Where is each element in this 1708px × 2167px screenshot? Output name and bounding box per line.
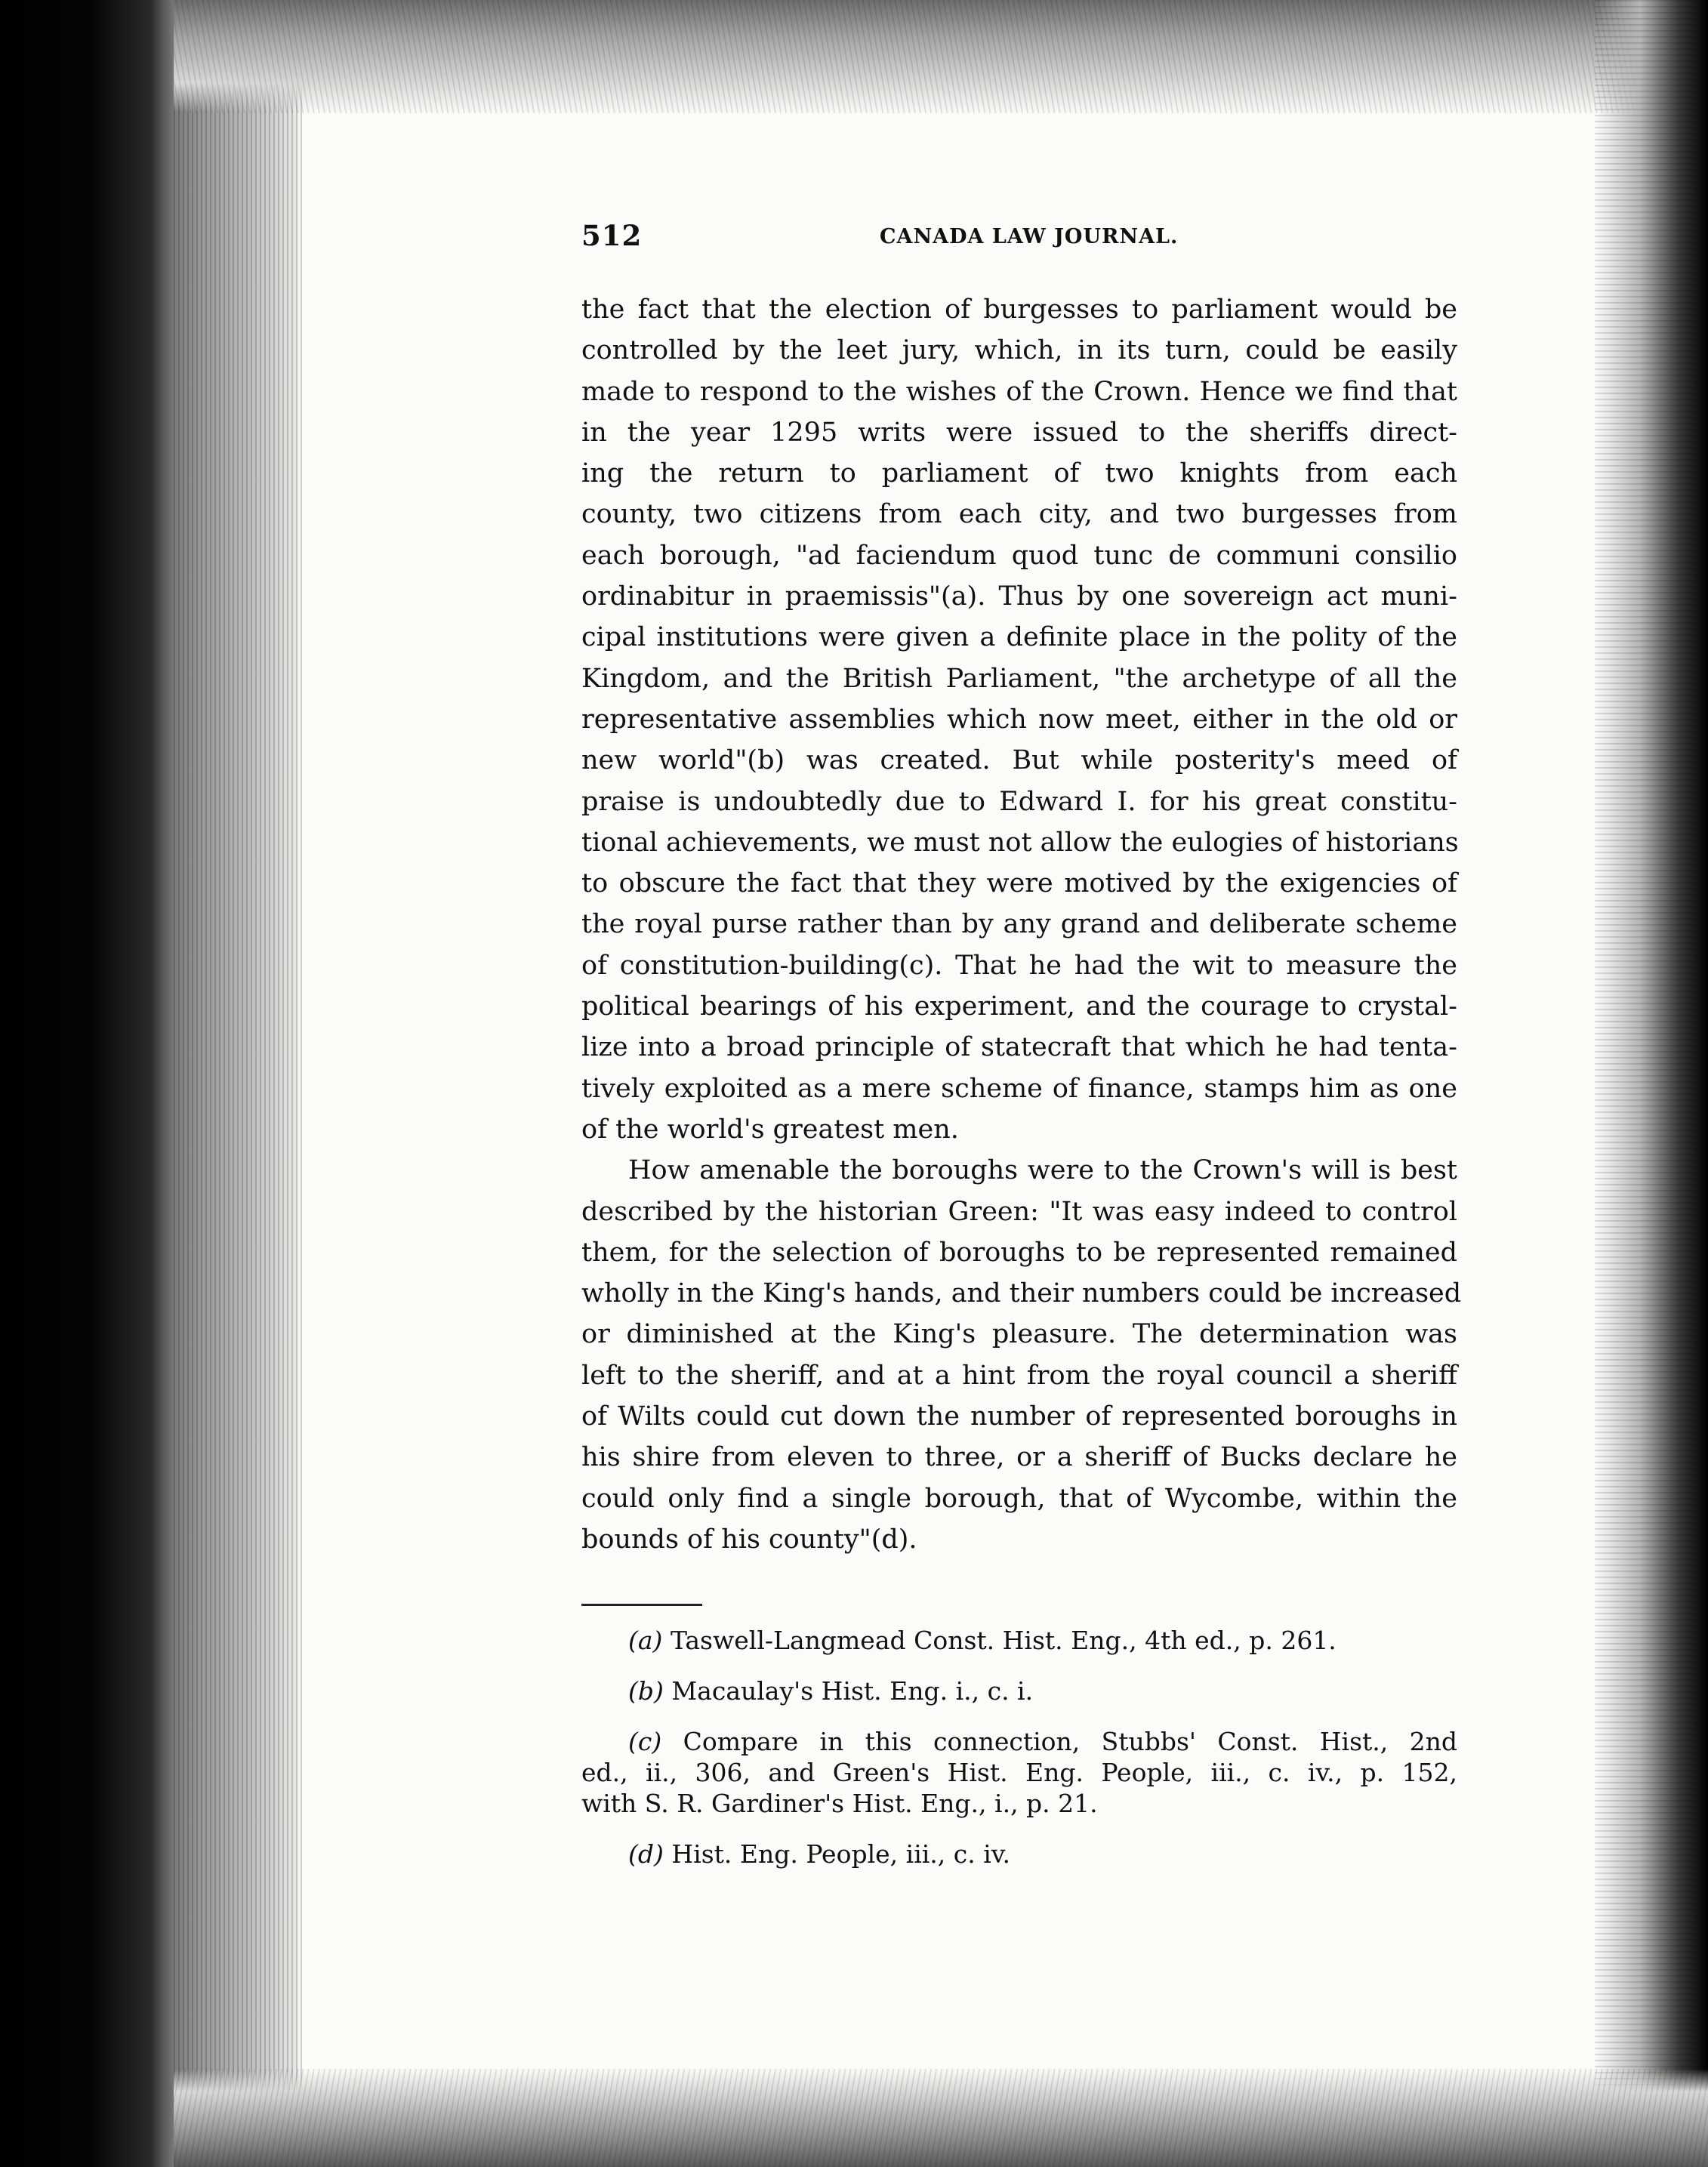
body-line: each borough, "ad faciendum quod tunc de communi consilio [581,540,1457,571]
body-line: them, for the selection of boroughs to be represented remained [581,1237,1457,1268]
body-line: controlled by the leet jury, which, in its turn, could be easily [581,335,1457,366]
body-line: praise is undoubtedly due to Edward I. for his great constitu- [581,786,1457,817]
body-line: to obscure the fact that they were motived by the exigencies of [581,868,1457,899]
gutter-shadow [174,0,302,2167]
body-line: wholly in the King's hands, and their numbers could be increased [581,1278,1462,1309]
footnote-c [581,1726,1457,1819]
body-line: could only find a single borough, that of Wycombe, within the [581,1483,1457,1514]
running-head: CANADA LAW JOURNAL. [880,225,1179,248]
page-number: 512 [581,219,643,252]
footnote-text: Macaulay's Hist. Eng. i., c. i. [671,1676,1034,1706]
footnote-marker: (c) [628,1727,662,1756]
footnote-divider [581,1604,702,1606]
body-line: ing the return to parliament of two knights from each [581,458,1457,489]
page-header [581,219,1457,261]
footnote-marker: (a) [628,1626,663,1655]
footnote-d [581,1839,1457,1870]
body-line: of Wilts could cut down the number of represented boroughs in [581,1401,1457,1432]
body-line: representative assemblies which now meet, either in the old or [581,704,1457,735]
body-line: political bearings of his experiment, and the courage to crystal- [581,991,1457,1022]
binding-shadow [0,0,174,2167]
body-line: of constitution-building(c). That he had the wit to measure the [581,950,1457,981]
body-line: lize into a broad principle of statecraft that which he had tenta- [581,1032,1457,1063]
body-line: bounds of his county"(d). [581,1524,917,1555]
footnote-text: Compare in this connection, Stubbs' Const. Hist., 2nd [683,1727,1457,1756]
footnote-marker: (d) [628,1839,664,1869]
body-line: or diminished at the King's pleasure. The determination was [581,1319,1457,1350]
body-line: made to respond to the wishes of the Crown. Hence we find that [581,376,1457,407]
body-line: in the year 1295 writs were issued to the sheriffs direct- [581,417,1457,448]
right-scan-edge [1595,0,1708,2167]
footnotes [581,1625,1457,1870]
body-text [581,289,1462,1560]
footnote-text: ed., ii., 306, and Green's Hist. Eng. People, iii., c. iv., p. 152, [581,1758,1457,1787]
body-line: the fact that the election of burgesses to parliament would be [581,294,1457,325]
footnote-marker: (b) [628,1676,664,1706]
body-line: new world"(b) was created. But while posterity's meed of [581,745,1457,776]
body-line: Kingdom, and the British Parliament, "the archetype of all the [581,663,1457,694]
body-line: described by the historian Green: "It was easy indeed to control [581,1196,1457,1227]
body-line: of the world's greatest men. [581,1114,959,1145]
body-line: left to the sheriff, and at a hint from the royal council a sheriff [581,1360,1457,1391]
body-line: the royal purse rather than by any grand and deliberate scheme [581,909,1457,940]
footnote-text: Taswell-Langmead Const. Hist. Eng., 4th ed., p. 261. [670,1626,1336,1655]
footnote-text: Hist. Eng. People, iii., c. iv. [671,1839,1011,1869]
body-line: ordinabitur in praemissis"(a). Thus by one sovereign act muni- [581,581,1457,612]
body-line: How amenable the boroughs were to the Crown's will is best [628,1155,1457,1186]
footnote-a [581,1625,1457,1656]
bottom-scan-edge [174,2069,1708,2167]
body-line: cipal institutions were given a definite place in the polity of the [581,622,1457,653]
footnote-b [581,1675,1457,1706]
body-line: county, two citizens from each city, and two burgesses from [581,499,1457,530]
body-line: tional achievements, we must not allow the eulogies of historians [581,827,1459,858]
body-line: his shire from eleven to three, or a sheriff of Bucks declare he [581,1442,1457,1473]
top-scan-edge [174,0,1708,113]
footnote-text: with S. R. Gardiner's Hist. Eng., i., p. 21. [581,1789,1098,1818]
body-line: tively exploited as a mere scheme of finance, stamps him as one [581,1073,1457,1104]
